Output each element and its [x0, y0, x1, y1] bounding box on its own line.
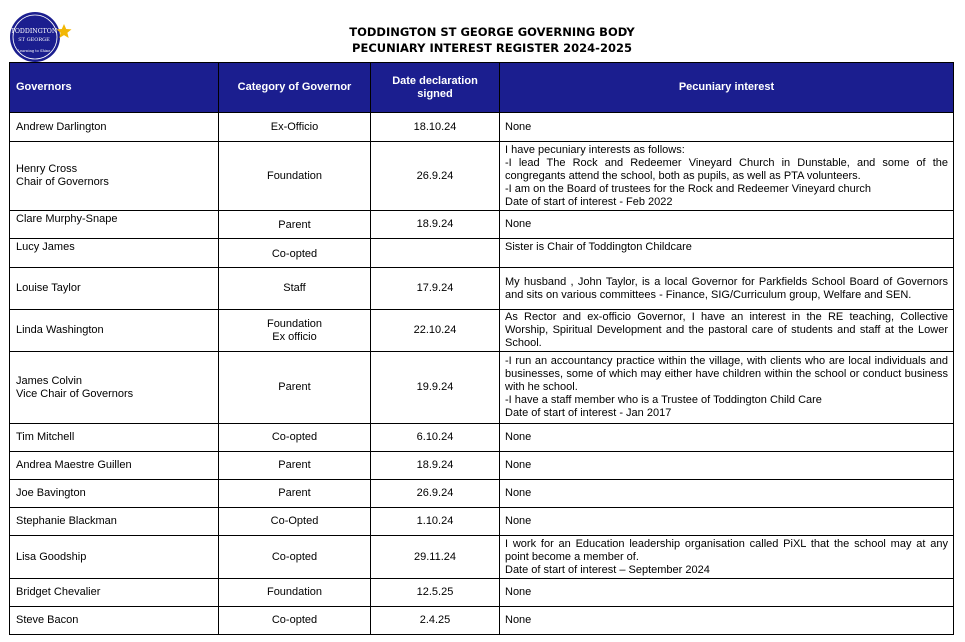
- category-cell: [219, 113, 371, 142]
- governor-name-cell-line: Chair of Governors: [16, 176, 109, 188]
- pecuniary-interest-cell-line: None: [505, 120, 532, 133]
- date-signed-cell: [371, 239, 500, 268]
- governor-name-cell-line: Louise Taylor: [16, 282, 81, 294]
- governor-name-cell-line: James Colvin: [16, 374, 83, 387]
- pecuniary-interest-cell-line: Date of start of interest - Feb 2022: [505, 195, 673, 208]
- category-cell-line: Parent: [278, 381, 311, 393]
- governor-name-cell-line: Andrea Maestre Guillen: [16, 459, 132, 471]
- governor-name-cell: [10, 310, 219, 352]
- category-cell: [219, 352, 371, 424]
- governor-name-cell: [10, 607, 219, 635]
- pecuniary-interest-cell-line: None: [505, 614, 532, 626]
- category-cell-line: Parent: [278, 219, 311, 231]
- pecuniary-interest-cell: [500, 310, 954, 352]
- pecuniary-interest-cell: [500, 480, 954, 508]
- date-signed-cell: 12.5.25: [371, 579, 500, 607]
- logo-tagline: Learning to Shine: [17, 49, 51, 53]
- governor-name-cell: [10, 268, 219, 310]
- governor-name-cell-line: Tim Mitchell: [16, 431, 75, 443]
- category-cell-line: Foundation: [266, 317, 323, 330]
- category-cell-line: Foundation: [266, 169, 323, 182]
- table-row: [10, 352, 954, 424]
- column-header-interest: Pecuniary interest: [500, 63, 954, 113]
- category-cell-line: Co-opted: [271, 431, 318, 443]
- governor-name-cell-line: Andrew Darlington: [16, 120, 107, 133]
- governor-name-cell: [10, 579, 219, 607]
- pecuniary-interest-cell-line: -I am on the Board of trustees for the Rock and Redeemer Vineyard church: [505, 182, 872, 195]
- category-cell-line: Parent: [278, 487, 311, 499]
- category-cell-line: Co-Opted: [270, 515, 319, 527]
- pecuniary-interest-cell-line: Date of start of interest - Jan 2017: [505, 407, 672, 419]
- table-row: [10, 239, 954, 268]
- category-cell: [219, 142, 371, 211]
- pecuniary-interest-cell-line: None: [505, 515, 532, 527]
- document-header: [0, 24, 965, 56]
- column-header-date: Date declaration signed: [371, 63, 500, 113]
- pecuniary-interest-cell-line: None: [505, 431, 532, 443]
- governor-name-cell: [10, 536, 219, 579]
- governor-name-cell-line: Bridget Chevalier: [16, 586, 101, 598]
- category-cell: [219, 579, 371, 607]
- pecuniary-interest-cell: [500, 142, 954, 211]
- governor-name-cell: [10, 508, 219, 536]
- governor-name-cell-line: Steve Bacon: [16, 614, 79, 626]
- governor-name-cell: [10, 142, 219, 211]
- category-cell: [219, 310, 371, 352]
- pecuniary-interest-cell-line: I have pecuniary interests as follows:: [505, 143, 685, 156]
- table-row: [10, 424, 954, 452]
- column-header-category: Category of Governor: [219, 63, 371, 113]
- date-signed-cell: 29.11.24: [371, 536, 500, 579]
- pecuniary-interest-cell: [500, 424, 954, 452]
- table-row: [10, 579, 954, 607]
- pecuniary-interest-cell: [500, 268, 954, 310]
- category-cell: [219, 508, 371, 536]
- pecuniary-interest-cell: [500, 579, 954, 607]
- governor-name-cell: [10, 352, 219, 424]
- pecuniary-interest-cell-line: Sister is Chair of Toddington Childcare: [505, 241, 692, 253]
- pecuniary-interest-cell-line: As Rector and ex-officio Governor, I have an interest in the RE teaching, Collective Worship, Spiritual Development and the pastoral care of students and staff at the Lower School.: [505, 311, 948, 349]
- pecuniary-interest-cell-line: None: [505, 459, 532, 471]
- category-cell-line: Co-opted: [271, 614, 318, 626]
- date-signed-cell: 26.9.24: [371, 480, 500, 508]
- logo-text-line1: TODDINGTON: [10, 28, 58, 35]
- governor-name-cell-line: Linda Washington: [16, 324, 104, 336]
- governor-name-cell: [10, 211, 219, 239]
- governor-name-cell: [10, 480, 219, 508]
- pecuniary-interest-cell-line: None: [505, 218, 532, 230]
- category-cell: [219, 211, 371, 239]
- column-header-governors: Governors: [10, 63, 219, 113]
- governor-name-cell-line: Clare Murphy-Snape: [16, 213, 118, 225]
- pecuniary-interest-cell: [500, 239, 954, 268]
- pecuniary-interest-cell: [500, 508, 954, 536]
- date-signed-cell: 18.9.24: [371, 211, 500, 239]
- governor-name-cell: [10, 113, 219, 142]
- table-row: [10, 508, 954, 536]
- pecuniary-interest-cell-line: Date of start of interest – September 2024: [505, 563, 710, 576]
- table-row: [10, 607, 954, 635]
- table-row: [10, 113, 954, 142]
- category-cell: [219, 607, 371, 635]
- pecuniary-interest-cell: [500, 352, 954, 424]
- governor-name-cell: [10, 239, 219, 268]
- pecuniary-interest-cell-line: -I have a staff member who is a Trustee of Toddington Child Care: [505, 394, 822, 406]
- pecuniary-interest-cell: [500, 113, 954, 142]
- governor-name-cell-line: Henry Cross: [16, 163, 78, 175]
- governor-name-cell-line: Stephanie Blackman: [16, 515, 117, 527]
- pecuniary-interest-table: [9, 62, 954, 635]
- date-signed-cell: 19.9.24: [371, 352, 500, 424]
- category-cell: [219, 536, 371, 579]
- governor-name-cell-line: Lisa Goodship: [16, 550, 87, 563]
- table-row: [10, 480, 954, 508]
- table-row: [10, 310, 954, 352]
- category-cell: [219, 480, 371, 508]
- date-signed-cell: 6.10.24: [371, 424, 500, 452]
- governor-name-cell: [10, 424, 219, 452]
- date-signed-cell: 1.10.24: [371, 508, 500, 536]
- date-signed-cell: 26.9.24: [371, 142, 500, 211]
- category-cell: [219, 239, 371, 268]
- governor-name-cell-line: Joe Bavington: [16, 487, 86, 499]
- category-cell-line: Co-opted: [271, 248, 318, 260]
- table-row: [10, 268, 954, 310]
- governor-name-cell: [10, 452, 219, 480]
- pecuniary-interest-cell-line: -I lead The Rock and Redeemer Vineyard Church in Dunstable, and some of the congregants attend the school, both as pupils, as well as PTA volunteers.: [505, 156, 948, 182]
- table-row: [10, 536, 954, 579]
- category-cell: [219, 424, 371, 452]
- governor-name-cell-line: Vice Chair of Governors: [16, 387, 134, 400]
- table-header-row: [10, 63, 954, 113]
- governor-name-cell-line: Lucy James: [16, 241, 75, 253]
- pecuniary-interest-cell-line: I work for an Education leadership organisation called PiXL that the school may at any point become a member of.: [505, 537, 948, 563]
- date-signed-cell: 18.10.24: [371, 113, 500, 142]
- category-cell-line: Ex-Officio: [270, 120, 319, 133]
- date-signed-cell: 18.9.24: [371, 452, 500, 480]
- pecuniary-interest-cell: [500, 211, 954, 239]
- pecuniary-interest-cell: [500, 536, 954, 579]
- pecuniary-interest-cell: [500, 607, 954, 635]
- pecuniary-interest-cell-line: None: [505, 586, 532, 598]
- logo-text-line2: ST GEORGE: [18, 37, 50, 43]
- document-title: TODDINGTON ST GEORGE GOVERNING BODY: [349, 25, 635, 39]
- pecuniary-interest-cell-line: -I run an accountancy practice within the village, with clients who are local individuals and businesses, some of which may either have children within the school or conduct business with he school.: [505, 355, 948, 393]
- table-row: [10, 211, 954, 239]
- table-row: [10, 142, 954, 211]
- category-cell-line: Co-opted: [271, 550, 318, 563]
- date-signed-cell: 2.4.25: [371, 607, 500, 635]
- document-subtitle: PECUNIARY INTEREST REGISTER 2024-2025: [352, 41, 632, 55]
- category-cell-line: Staff: [283, 282, 306, 294]
- date-signed-cell: 22.10.24: [371, 310, 500, 352]
- table-body: [10, 113, 954, 635]
- date-signed-cell: 17.9.24: [371, 268, 500, 310]
- table-row: [10, 452, 954, 480]
- category-cell-line: Ex officio: [272, 330, 317, 343]
- pecuniary-interest-cell-line: My husband , John Taylor, is a local Governor for Parkfields School Board of Governors and sits on various committees - Finance, SIG/Curriculum group, Welfare and SEN.: [505, 275, 948, 301]
- pecuniary-interest-cell-line: None: [505, 487, 532, 499]
- category-cell: [219, 452, 371, 480]
- category-cell-line: Parent: [278, 459, 311, 471]
- category-cell-line: Foundation: [266, 586, 323, 598]
- category-cell: [219, 268, 371, 310]
- pecuniary-interest-cell: [500, 452, 954, 480]
